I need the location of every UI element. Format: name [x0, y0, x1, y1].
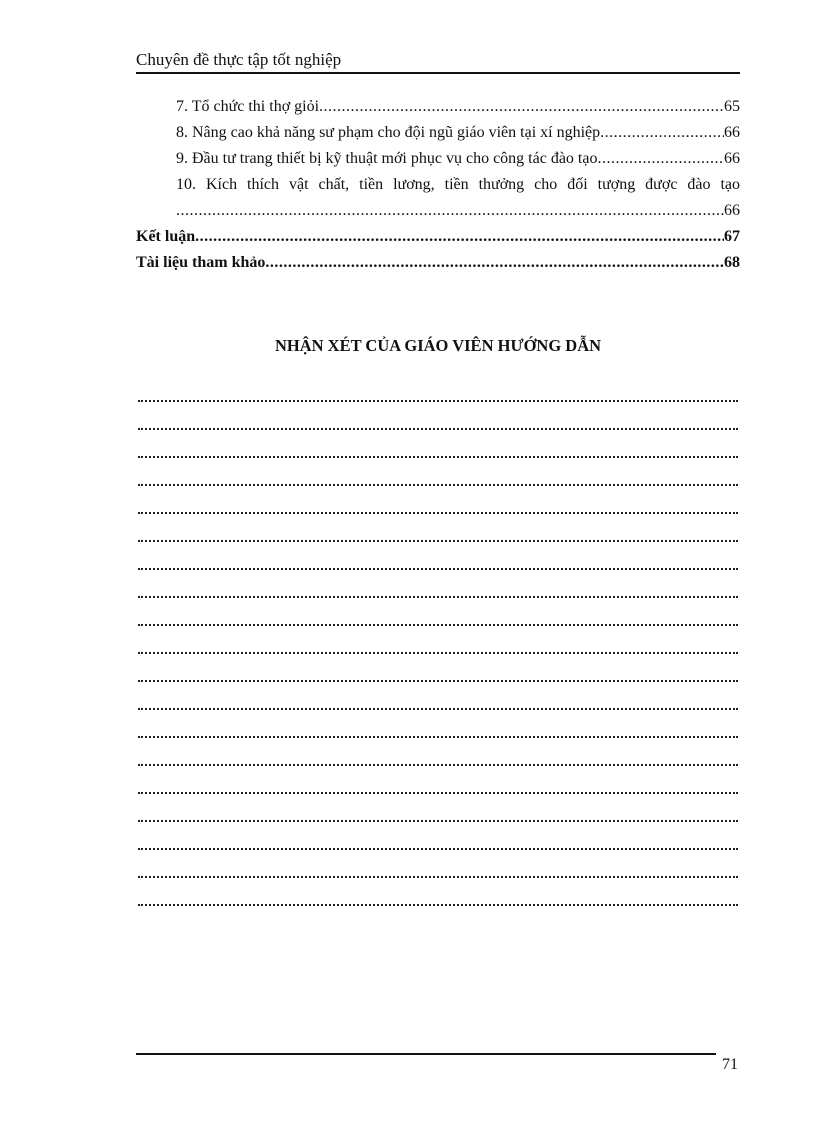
dotted-writing-line — [138, 764, 738, 767]
toc-item — [176, 147, 740, 171]
dotted-writing-line — [138, 484, 738, 487]
dotted-writing-line — [138, 876, 738, 879]
toc-leader-dots — [319, 95, 724, 119]
dotted-writing-line — [138, 736, 738, 739]
toc-item-label: Kết luận — [136, 228, 196, 245]
dotted-writing-line — [138, 904, 738, 907]
dotted-writing-line — [138, 792, 738, 795]
dotted-writing-line — [138, 596, 738, 599]
dotted-writing-line — [138, 456, 738, 459]
dotted-writing-line — [138, 400, 738, 403]
toc-item-page: 65 — [724, 98, 740, 115]
dotted-writing-line — [138, 848, 738, 851]
toc-item-continuation — [176, 199, 740, 223]
dotted-writing-line — [138, 540, 738, 543]
toc-item — [136, 251, 740, 275]
page-header — [136, 48, 740, 74]
toc-item-page: 66 — [724, 124, 740, 141]
dotted-writing-line — [138, 708, 738, 711]
toc-item-label: 9. Đầu tư trang thiết bị kỹ thuật mới phục vụ cho công tác đào tạo — [176, 150, 598, 167]
toc-item — [176, 173, 740, 197]
toc-leader-dots — [265, 251, 724, 275]
toc-item-label: 10. Kích thích vật chất, tiền lương, tiền thưởng cho đối tượng được đào tạo — [176, 176, 740, 193]
page-number: 71 — [722, 1056, 738, 1073]
toc-item-page: 67 — [724, 228, 740, 245]
dotted-writing-line — [138, 568, 738, 571]
dotted-writing-line — [138, 512, 738, 515]
comments-section-title: NHẬN XÉT CỦA GIÁO VIÊN HƯỚNG DẪN — [274, 336, 602, 355]
dotted-writing-line — [138, 820, 738, 823]
dotted-writing-line — [138, 428, 738, 431]
dotted-writing-line — [138, 680, 738, 683]
toc-item-page: 68 — [724, 254, 740, 271]
footer-rule — [136, 1053, 716, 1055]
toc-item — [176, 121, 740, 145]
toc-item-label: 8. Nâng cao khả năng sư phạm cho đội ngũ giáo viên tại xí nghiệp — [176, 124, 601, 141]
toc-item — [176, 95, 740, 119]
toc-item-label: 7. Tổ chức thi thợ giỏi — [176, 98, 320, 115]
dotted-writing-line — [138, 652, 738, 655]
toc-leader-dots — [195, 225, 724, 249]
dotted-writing-line — [138, 624, 738, 627]
toc-item-label: Tài liệu tham khảo — [136, 254, 266, 271]
header-title: Chuyên đề thực tập tốt nghiệp — [136, 50, 342, 69]
toc-leader-dots — [176, 199, 724, 223]
toc-item — [136, 225, 740, 249]
toc-item-page: 66 — [724, 202, 740, 219]
toc-leader-dots — [600, 121, 724, 145]
toc-item-page: 66 — [724, 150, 740, 167]
toc-leader-dots — [597, 147, 724, 171]
